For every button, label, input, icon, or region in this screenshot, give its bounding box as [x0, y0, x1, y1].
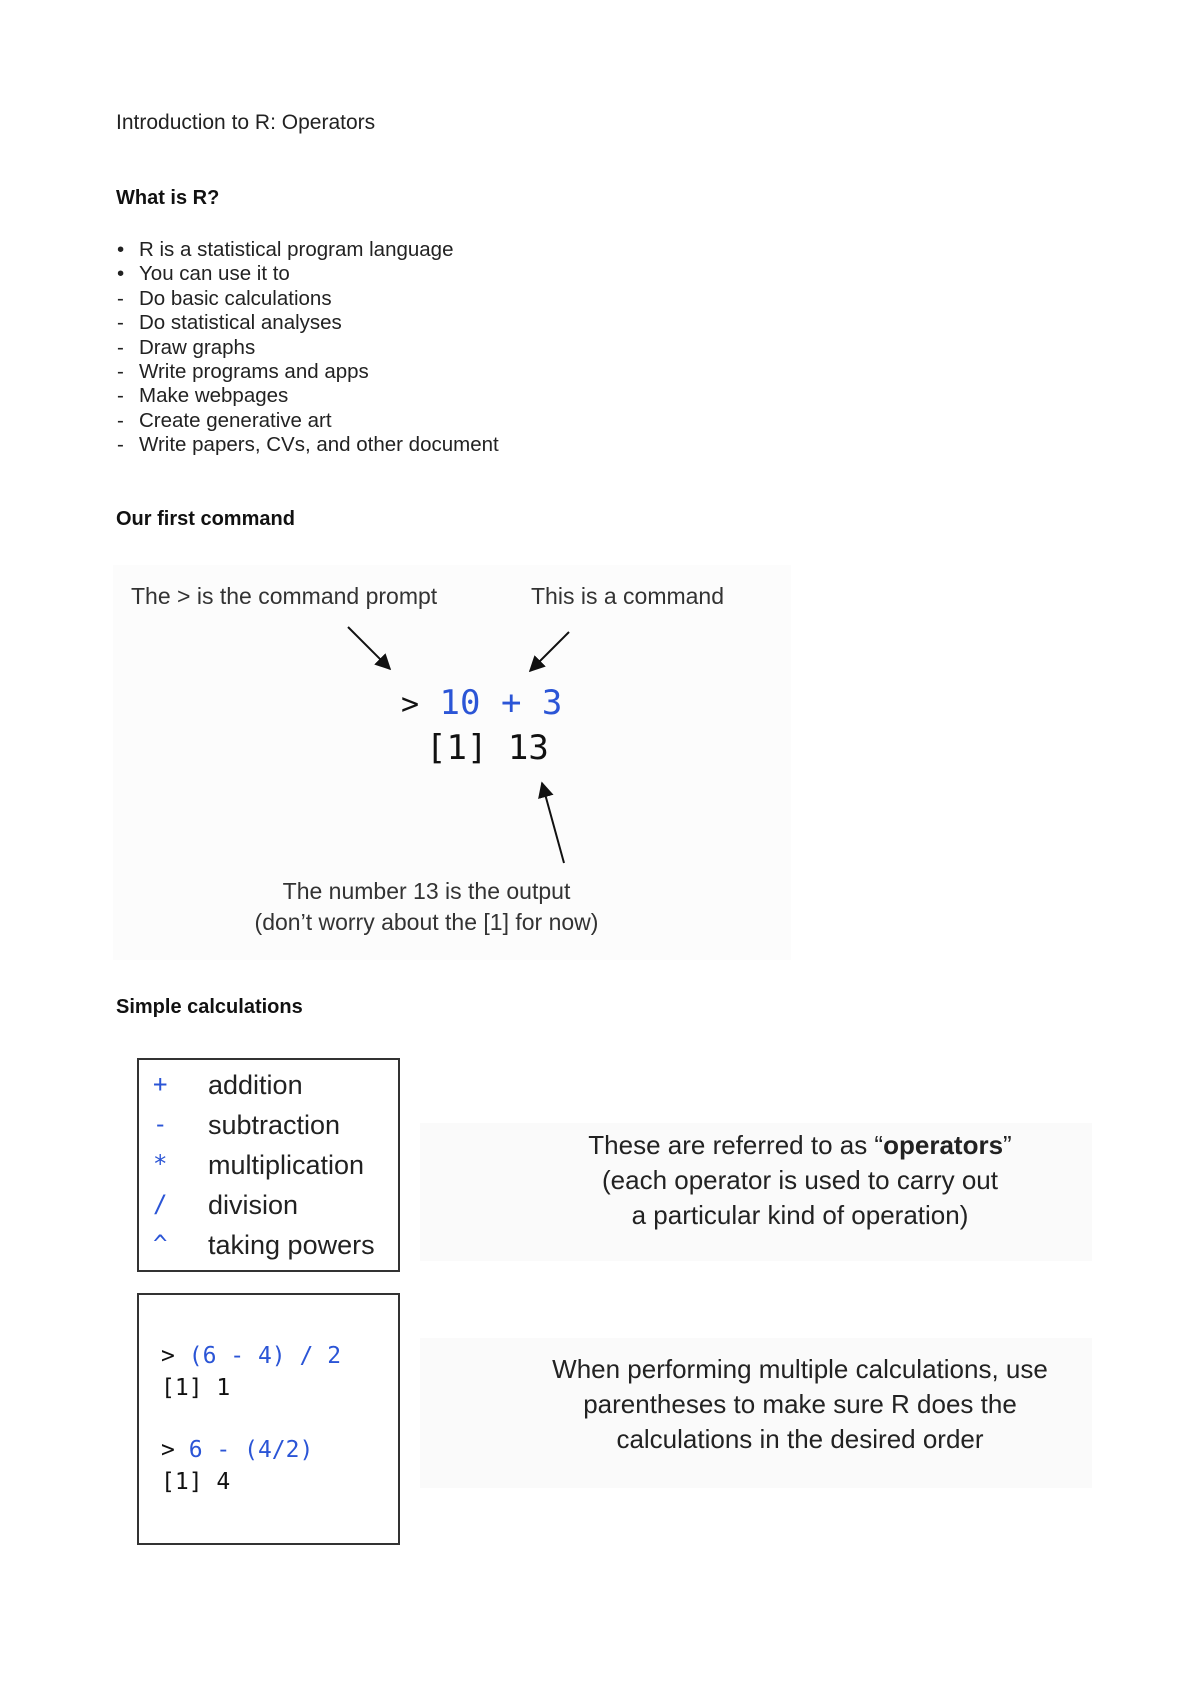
operators-note-panel: [420, 1123, 1092, 1261]
parentheses-note-line-3: calculations in the desired order: [616, 1424, 984, 1454]
operator-name: subtraction: [208, 1110, 341, 1140]
operator-name: division: [208, 1190, 299, 1220]
code-examples-box: [137, 1293, 400, 1545]
list-item-text: R is a statistical program language: [139, 238, 454, 261]
what-is-r-list: [116, 238, 499, 458]
dash-marker: -: [117, 286, 124, 310]
parentheses-note-line-1: When performing multiple calculations, use: [552, 1354, 1048, 1384]
list-item: [116, 384, 499, 408]
list-item: [116, 336, 499, 360]
output-annotation-line-1: The number 13 is the output: [282, 878, 571, 904]
output-arrow: [542, 783, 564, 863]
list-item-text: Do statistical analyses: [139, 311, 342, 335]
parentheses-note-line-2: parentheses to make sure R does the: [583, 1389, 1017, 1419]
list-item: [116, 433, 499, 457]
list-item-text: Write papers, CVs, and other document: [139, 433, 499, 457]
dash-marker: -: [117, 360, 124, 384]
list-item: [116, 262, 499, 286]
code-prompt-symbol: >: [161, 1437, 175, 1463]
dash-marker: -: [117, 408, 124, 432]
code-input: (6 - 4) / 2: [188, 1343, 342, 1369]
list-item-text: Create generative art: [139, 408, 332, 432]
list-item: [116, 311, 499, 335]
command-text: 10 + 3: [439, 683, 563, 723]
operators-note-line-2: (each operator is used to carry out: [602, 1165, 998, 1195]
output-annotation-line-2: (don’t worry about the [1] for now): [254, 909, 599, 935]
list-item-text: Write programs and apps: [139, 360, 369, 384]
command-line: [401, 683, 562, 723]
list-item-text: Draw graphs: [139, 335, 256, 359]
operators-note-line-3: a particular kind of operation): [631, 1200, 969, 1230]
code-example-1-output: [1] 1: [161, 1375, 231, 1401]
list-item: [116, 238, 499, 262]
dash-marker: -: [117, 433, 124, 457]
command-prompt-symbol: >: [401, 687, 420, 722]
operators-keyword: operators: [883, 1130, 1004, 1160]
dash-marker: -: [117, 335, 124, 359]
list-item: [116, 409, 499, 433]
page-title: Introduction to R: Operators: [116, 111, 376, 134]
prompt-annotation: The > is the command prompt: [131, 583, 438, 609]
code-example-2-input: [161, 1437, 313, 1463]
list-item-text: You can use it to: [139, 262, 290, 286]
operators-note-line-1: These are referred to as “operators”: [588, 1130, 1012, 1160]
parentheses-note: [510, 1352, 1090, 1457]
list-item-text: Make webpages: [139, 384, 289, 408]
list-item: [116, 360, 499, 384]
parentheses-note-panel: [420, 1338, 1092, 1488]
operator-symbol: +: [153, 1070, 168, 1098]
bullet-marker: •: [117, 238, 125, 261]
section-heading-what-is-r: What is R?: [116, 187, 220, 209]
command-arrow: [530, 632, 569, 671]
code-prompt-symbol: >: [161, 1343, 175, 1369]
operator-name: addition: [208, 1070, 303, 1100]
operator-name: taking powers: [208, 1230, 375, 1260]
operator-symbol: *: [153, 1150, 168, 1178]
code-input: 6 - (4/2): [188, 1437, 314, 1463]
operator-symbol: /: [153, 1190, 168, 1218]
bullet-marker: •: [117, 262, 125, 286]
section-heading-first-command: Our first command: [116, 508, 295, 530]
section-heading-simple-calculations: Simple calculations: [116, 996, 303, 1018]
operators-table: [137, 1058, 400, 1272]
first-command-figure: [113, 565, 791, 960]
operator-name: multiplication: [208, 1150, 365, 1180]
prompt-arrow: [348, 627, 390, 669]
code-example-1-input: [161, 1343, 341, 1369]
operator-symbol: -: [153, 1110, 168, 1138]
command-output: [1] 13: [426, 728, 549, 768]
operators-note: [530, 1128, 1070, 1233]
list-item-text: Do basic calculations: [139, 286, 332, 310]
list-item: [116, 287, 499, 311]
command-annotation: This is a command: [531, 583, 725, 609]
code-example-2-output: [1] 4: [161, 1469, 231, 1495]
dash-marker: -: [117, 311, 124, 335]
operator-symbol: ^: [153, 1230, 168, 1258]
dash-marker: -: [117, 384, 124, 408]
